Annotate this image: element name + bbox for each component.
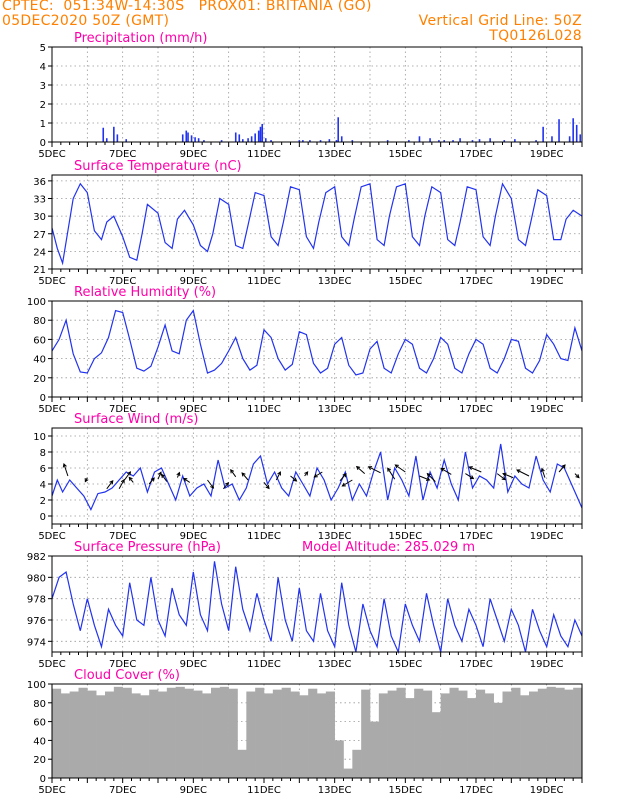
precip-bar [182,134,184,142]
panel-annotation: Model Altitude: 285.029 m [302,540,476,555]
x-tick-label: 19DEC [529,276,564,287]
precip-bar [260,127,262,142]
x-tick-label: 7DEC [108,531,137,542]
cloud-bar [87,691,96,778]
panel-title: Relative Humidity (%) [74,285,217,300]
cloud-bar [450,688,459,778]
x-tick-label: 19DEC [529,404,564,415]
y-tick-label: 40 [33,354,46,366]
precip-bar [194,137,196,142]
x-tick-label: 17DEC [459,404,493,415]
precip-bar [419,136,421,142]
x-tick-label: 9DEC [179,149,208,160]
y-tick-label: 982 [26,552,46,563]
panel-3 [33,412,582,542]
x-tick-label: 9DEC [179,785,208,796]
panel-title: Cloud Cover (%) [74,668,180,683]
x-tick-label: 15DEC [388,659,423,670]
precip-bar [576,125,578,142]
y-tick-label: 40 [33,736,46,748]
x-tick-label: 15DEC [388,276,423,287]
y-tick-label: 4 [39,62,46,73]
precip-bar [254,133,256,142]
panel-0 [38,28,582,160]
panel-1 [33,159,582,287]
x-tick-label: 19DEC [529,531,564,542]
x-tick-label: 17DEC [459,276,493,287]
y-tick-label: 2 [39,496,46,507]
y-tick-label: 20 [33,755,46,767]
x-tick-label: 11DEC [247,785,281,796]
x-tick-label: 13DEC [317,531,352,542]
y-tick-label: 80 [33,316,46,328]
x-tick-label: 13DEC [317,659,352,670]
x-tick-label: 9DEC [179,531,208,542]
cloud-bar [299,695,308,778]
x-tick-label: 19DEC [529,785,564,796]
precip-bar [102,128,104,142]
cloud-bar [467,698,476,778]
cloud-bar [220,687,229,778]
x-tick-label: 11DEC [247,404,281,415]
precip-bar [261,124,263,142]
cloud-bar [246,692,255,778]
header-grid-note: Vertical Grid Line: 50Z [418,13,582,29]
x-tick-label: 19DEC [529,149,564,160]
cloud-bar [511,688,520,778]
cloud-bar [140,695,149,778]
cloud-bar [273,690,282,778]
y-tick-label: 5 [39,43,46,54]
cloud-bar [79,688,88,778]
cloud-bar [132,693,141,778]
cloud-bar [573,688,582,778]
x-tick-label: 7DEC [108,276,137,287]
cloud-bar [238,750,247,778]
cloud-bar [52,689,61,778]
x-tick-label: 17DEC [459,659,493,670]
cloud-bar [564,690,573,778]
y-tick-label: 8 [39,448,46,459]
precip-bar [579,134,581,142]
y-tick-label: 10 [33,432,46,443]
precip-bar [106,138,108,142]
x-tick-label: 17DEC [459,785,493,796]
precip-bar [429,138,431,142]
cloud-bar [485,693,494,778]
precip-bar [572,118,574,142]
panel-2 [27,285,582,415]
x-tick-label: 7DEC [108,149,137,160]
precip-bar [117,134,119,142]
x-tick-label: 5DEC [38,149,66,160]
precip-bar [238,134,240,142]
y-tick-label: 33 [33,194,46,206]
precip-bar [185,131,187,142]
y-tick-label: 4 [39,480,46,491]
precip-bar [265,138,267,142]
x-tick-label: 13DEC [317,276,352,287]
x-tick-label: 5DEC [38,276,66,287]
panel-title: Precipitation (mm/h) [74,31,208,46]
x-tick-label: 7DEC [108,404,137,415]
x-tick-label: 17DEC [459,149,493,160]
y-tick-label: 24 [33,247,46,259]
cloud-bar [476,690,485,778]
cloud-bar [547,687,556,778]
precip-bar [113,127,115,142]
x-tick-label: 15DEC [388,785,423,796]
precip-bar [489,138,491,142]
cloud-bar [229,689,238,778]
cloud-bar [149,690,158,778]
precip-bar [558,119,560,142]
panel-frame [52,428,582,524]
x-tick-label: 15DEC [388,404,423,415]
y-tick-label: 6 [39,464,46,475]
cloud-bar [388,691,397,778]
x-tick-label: 13DEC [317,404,352,415]
y-tick-label: 1 [39,119,46,130]
cloud-bar [282,688,291,778]
cloud-bar [405,698,414,778]
cloud-bar [335,740,344,778]
x-tick-label: 9DEC [179,659,208,670]
panel-4 [27,540,582,670]
cloud-bar [352,750,361,778]
x-tick-label: 5DEC [38,659,66,670]
precip-bar [187,133,189,143]
y-tick-label: 36 [33,176,46,188]
cloud-bar [61,693,70,778]
y-tick-label: 0 [39,512,46,523]
cloud-bar [441,693,450,778]
panel-title: Surface Pressure (hPa) [74,540,221,555]
y-tick-label: 0 [39,774,46,785]
cloud-bar [185,689,194,778]
x-tick-label: 7DEC [108,785,137,796]
precip-bar [341,136,343,142]
x-tick-label: 13DEC [317,785,352,796]
cloud-bar [520,695,529,778]
series-line [52,561,582,652]
cloud-bar [176,687,185,778]
y-tick-label: 0 [39,393,46,404]
y-tick-label: 976 [26,616,46,627]
y-tick-label: 30 [33,212,46,224]
y-tick-label: 0 [39,138,46,149]
header-station: CPTEC: 051:34W-14:30S PROX01: BRITANIA (GO) [2,0,372,14]
cloud-bar [397,688,406,778]
cloud-bar [423,691,432,778]
y-tick-label: 27 [33,229,46,241]
cloud-bar [264,693,273,778]
cloud-bar [361,690,370,778]
precip-bar [258,131,260,142]
cloud-bar [114,687,123,778]
cloud-bar [379,693,388,778]
cloud-bar [494,703,503,778]
cloud-bar [370,722,379,778]
precip-bar [337,117,339,142]
cloud-bar [432,712,441,778]
x-tick-label: 5DEC [38,785,66,796]
x-tick-label: 11DEC [247,531,281,542]
cloud-bar [167,688,176,778]
precip-bar [459,138,461,142]
cloud-bar [556,688,565,778]
x-tick-label: 17DEC [459,531,493,542]
x-tick-label: 15DEC [388,531,423,542]
x-tick-label: 7DEC [108,659,137,670]
y-tick-label: 100 [26,297,46,308]
panel-title: Surface Temperature (nC) [74,159,242,174]
precip-bar [235,133,237,143]
x-tick-label: 5DEC [38,531,66,542]
precip-bar [191,135,193,142]
y-tick-label: 2 [39,100,46,111]
y-tick-label: 60 [33,335,46,347]
cloud-bar [193,691,202,778]
panel-frame [52,175,582,269]
cloud-bar [308,689,317,778]
y-tick-label: 3 [39,81,46,92]
y-tick-label: 60 [33,717,46,729]
x-tick-label: 9DEC [179,276,208,287]
precip-bar [551,136,553,142]
x-tick-label: 9DEC [179,404,208,415]
cloud-bar [344,769,353,778]
header-model-code: TQ0126L028 [489,28,582,44]
cloud-bar [123,688,132,778]
x-tick-label: 11DEC [247,149,281,160]
header-date: 05DEC2020 50Z (GMT) [2,13,170,29]
y-tick-label: 978 [26,594,46,606]
precip-bar [198,138,200,142]
cloud-bar [538,689,547,778]
precip-bar [247,138,249,142]
cloud-bar [158,692,167,778]
cloud-bar [414,689,423,778]
cloud-bar [458,691,467,778]
cloud-bar [291,692,300,778]
cloud-bar [211,688,220,778]
panel-title: Surface Wind (m/s) [74,412,199,427]
cloud-bar [503,692,512,778]
x-tick-label: 5DEC [38,404,66,415]
cloud-bar [529,692,538,778]
y-tick-label: 21 [33,265,46,276]
x-tick-label: 11DEC [247,276,281,287]
x-tick-label: 13DEC [317,149,352,160]
panel-frame [52,47,582,142]
cloud-bar [255,688,264,778]
precip-bar [251,136,253,142]
y-tick-label: 980 [26,573,46,585]
cloud-bar [105,692,114,778]
x-tick-label: 19DEC [529,659,564,670]
precip-bar [569,136,571,142]
y-tick-label: 974 [26,637,46,649]
precip-bar [542,127,544,142]
y-tick-label: 80 [33,698,46,710]
cloud-bar [202,693,211,778]
panel-5 [27,668,582,796]
x-tick-label: 11DEC [247,659,281,670]
x-tick-label: 15DEC [388,149,423,160]
cloud-bar [96,695,105,778]
cloud-bar [326,692,335,778]
y-tick-label: 100 [26,680,46,691]
cloud-bar [70,692,79,778]
cloud-bar [317,693,326,778]
y-tick-label: 20 [33,373,46,385]
